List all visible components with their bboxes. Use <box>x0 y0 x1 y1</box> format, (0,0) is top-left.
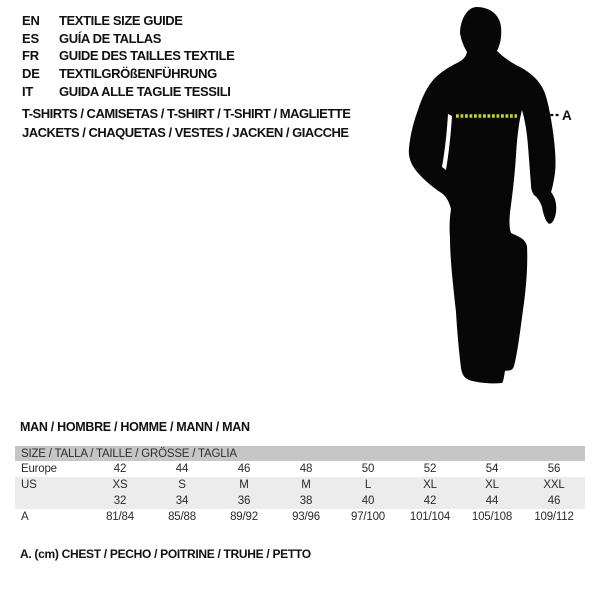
table-cell: XXL <box>543 479 565 491</box>
table-row-us <box>15 477 585 493</box>
size-table-header: SIZE / TALLA / TAILLE / GRÖSSE / TAGLIA <box>15 446 585 461</box>
table-cell: 81/84 <box>106 511 134 523</box>
section-title-man: MAN / HOMBRE / HOMME / MANN / MAN <box>20 420 250 434</box>
language-code: FR <box>22 48 39 64</box>
table-row-chest-cm <box>15 509 585 525</box>
table-cell: 109/112 <box>534 511 574 523</box>
language-title: GUIDE DES TAILLES TEXTILE <box>59 48 235 64</box>
language-title: TEXTILE SIZE GUIDE <box>59 13 183 29</box>
table-cell: 42 <box>113 463 127 475</box>
language-title: GUIDA ALLE TAGLIE TESSILI <box>59 83 231 99</box>
table-cell: 97/100 <box>351 511 385 523</box>
table-cell: 105/108 <box>471 511 513 523</box>
table-cell: XS <box>112 479 128 491</box>
table-row-europe <box>15 461 585 477</box>
table-cell: S <box>178 479 186 491</box>
language-code: DE <box>22 66 40 82</box>
table-cell: 101/104 <box>409 511 451 523</box>
table-cell: 40 <box>361 495 375 507</box>
row-label: Europe <box>21 463 57 475</box>
table-cell: 34 <box>175 495 189 507</box>
row-label <box>15 493 89 509</box>
table-cell: M <box>239 479 249 491</box>
table-cell: 85/88 <box>168 511 196 523</box>
language-title: GUÍA DE TALLAS <box>59 30 162 46</box>
language-code: EN <box>22 13 40 29</box>
man-silhouette <box>409 7 556 383</box>
table-cell: XL <box>485 479 499 491</box>
table-cell: 50 <box>361 463 375 475</box>
garment-line-jackets: JACKETS / CHAQUETAS / VESTES / JACKEN / GIACCHE <box>22 125 349 140</box>
table-cell: 42 <box>423 495 437 507</box>
size-table <box>15 446 585 525</box>
table-cell: 56 <box>547 463 561 475</box>
table-cell: 54 <box>485 463 499 475</box>
table-cell: M <box>301 479 311 491</box>
language-title: TEXTILGRÖßENFÜHRUNG <box>59 66 217 82</box>
table-cell: 46 <box>237 463 251 475</box>
table-cell: 89/92 <box>230 511 258 523</box>
measure-label-a: A <box>562 108 572 123</box>
table-cell: 48 <box>299 463 313 475</box>
table-cell: XL <box>423 479 437 491</box>
table-cell: 93/96 <box>292 511 320 523</box>
row-label: US <box>21 479 37 491</box>
table-cell: 36 <box>237 495 251 507</box>
table-cell: L <box>364 479 372 491</box>
table-cell: 46 <box>547 495 561 507</box>
language-code: IT <box>22 83 34 99</box>
language-code: ES <box>22 30 39 46</box>
garment-line-tshirts: T-SHIRTS / CAMISETAS / T-SHIRT / T-SHIRT / MAGLIETTE <box>22 106 351 121</box>
table-header-row <box>15 446 585 461</box>
table-cell: 44 <box>175 463 189 475</box>
measurement-footnote: A. (cm) CHEST / PECHO / POITRINE / TRUHE / PETTO <box>20 547 311 561</box>
row-label: A <box>21 511 29 523</box>
table-cell: 44 <box>485 495 499 507</box>
table-row-us-numeric <box>15 493 585 509</box>
table-cell: 32 <box>113 495 127 507</box>
table-cell: 52 <box>423 463 437 475</box>
table-cell: 38 <box>299 495 313 507</box>
